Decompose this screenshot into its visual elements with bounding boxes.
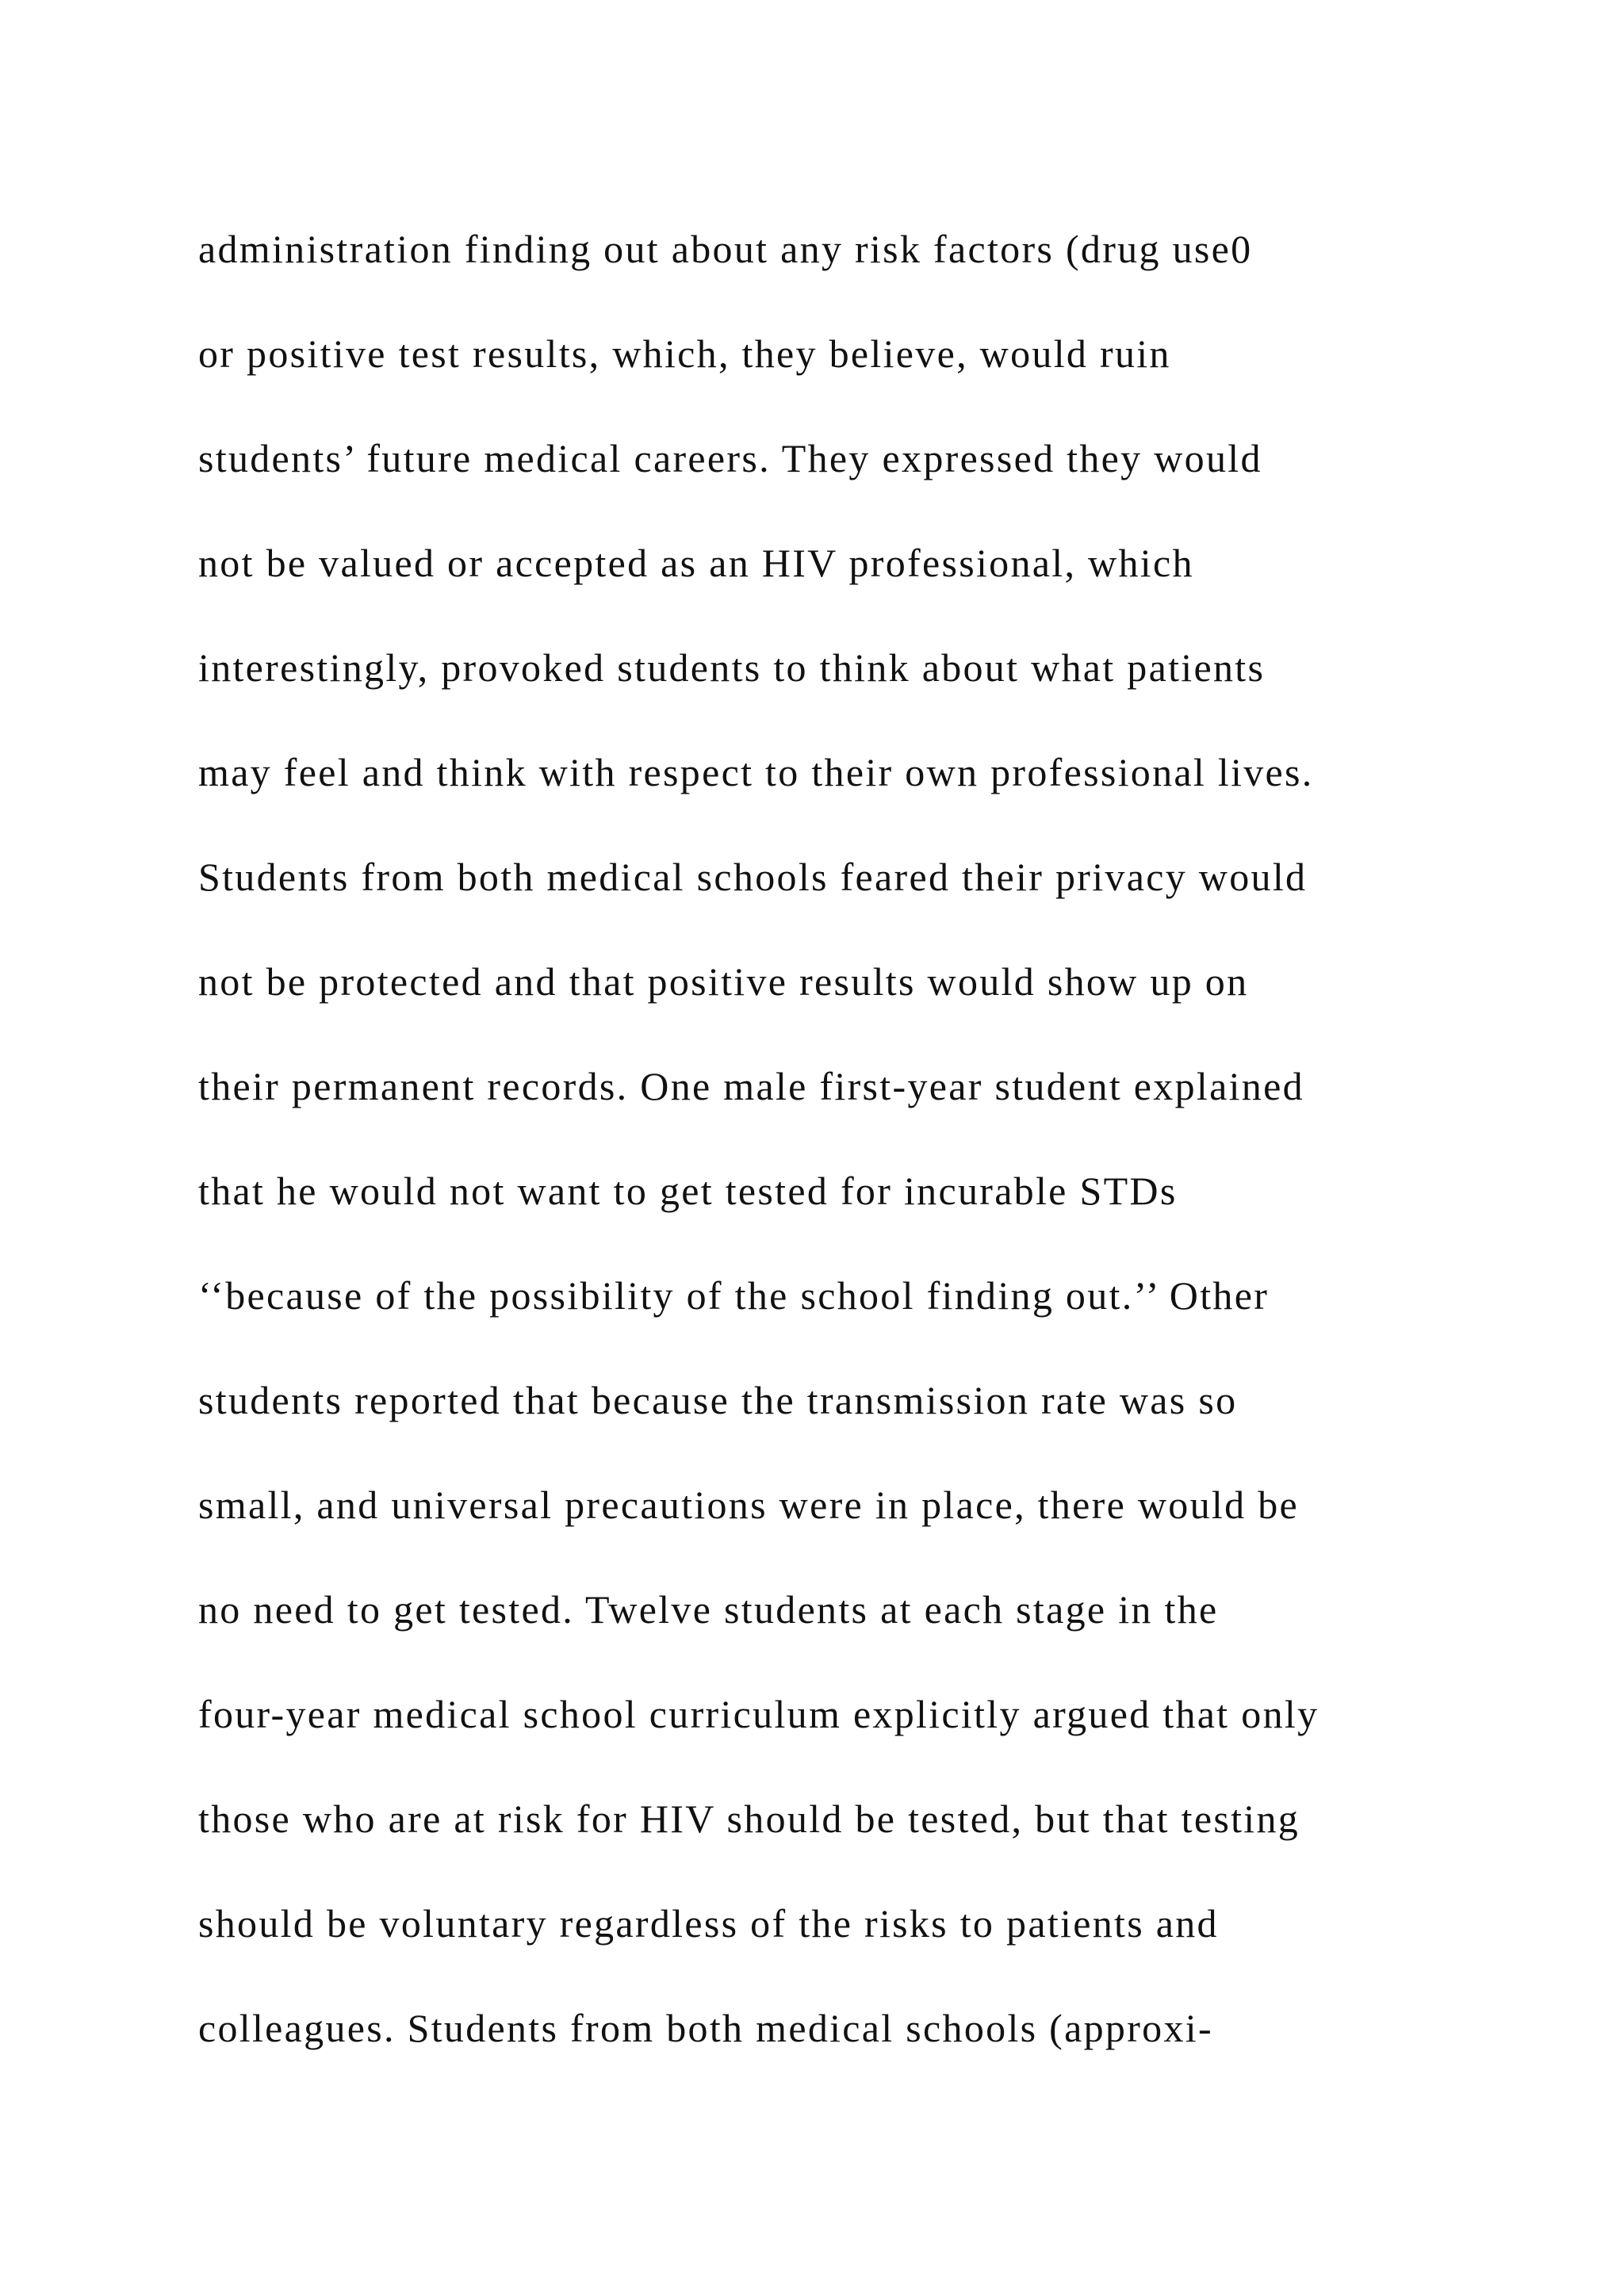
body-paragraph [198, 197, 1515, 2080]
text-line: small, and universal precautions were in place, there would be [198, 1483, 1299, 1527]
text-line: students’ future medical careers. They expressed they would [198, 436, 1262, 480]
text-line: not be valued or accepted as an HIV professional, which [198, 541, 1194, 585]
text-line: may feel and think with respect to their own professional lives. [198, 750, 1314, 794]
text-line: not be protected and that positive results would show up on [198, 959, 1249, 1004]
text-line: their permanent records. One male first-year student explained [198, 1064, 1304, 1108]
text-line: students reported that because the transmission rate was so [198, 1378, 1238, 1422]
text-line: colleagues. Students from both medical schools (approxi- [198, 2006, 1213, 2050]
text-line: interestingly, provoked students to think about what patients [198, 645, 1266, 690]
text-line: or positive test results, which, they believe, would ruin [198, 331, 1171, 376]
text-line: no need to get tested. Twelve students at each stage in the [198, 1587, 1219, 1632]
text-line: Students from both medical schools feared their privacy would [198, 855, 1308, 899]
text-line: four-year medical school curriculum explicitly argued that only [198, 1692, 1320, 1736]
text-line: administration finding out about any risk factors (drug use0 [198, 227, 1253, 271]
text-line: that he would not want to get tested for incurable STDs [198, 1169, 1178, 1213]
text-line: ‘‘because of the possibility of the school finding out.’’ Other [198, 1273, 1270, 1318]
text-line: should be voluntary regardless of the risks to patients and [198, 1901, 1219, 1946]
text-line: those who are at risk for HIV should be tested, but that testing [198, 1797, 1300, 1841]
